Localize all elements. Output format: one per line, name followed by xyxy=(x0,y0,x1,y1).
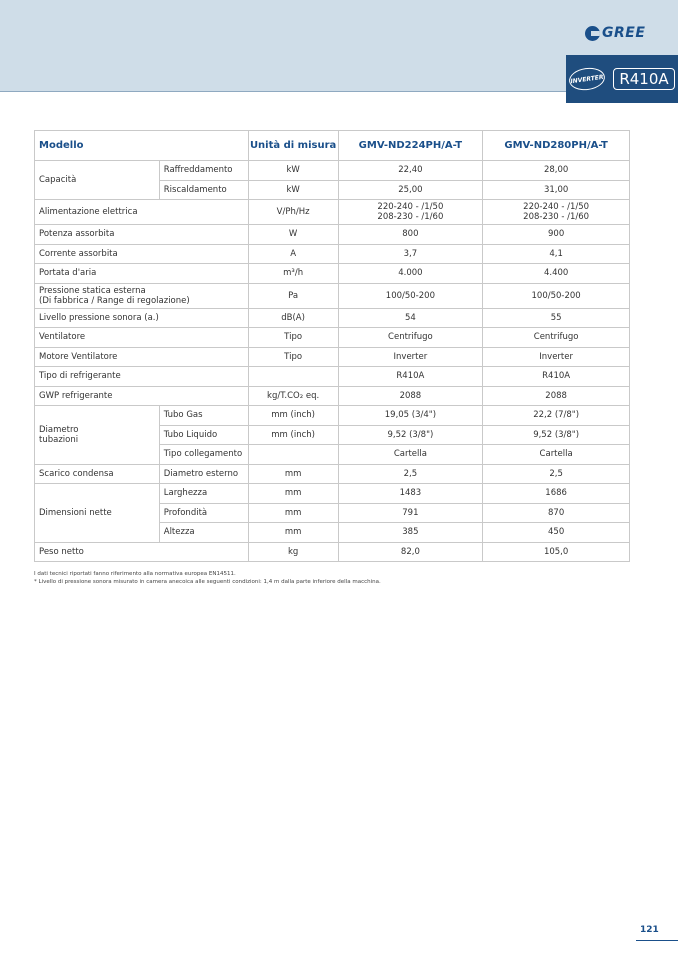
row-label: Capacità xyxy=(35,161,160,200)
row-label: GWP refrigerante xyxy=(35,386,249,406)
row-unit: dB(A) xyxy=(248,308,338,328)
label-line: tubazioni xyxy=(39,434,79,445)
row-value-1: 3,7 xyxy=(338,244,483,264)
header-model: Modello xyxy=(35,131,249,161)
row-unit: V/Ph/Hz xyxy=(248,200,338,225)
table-row xyxy=(35,386,630,406)
row-value-2: 55 xyxy=(483,308,630,328)
value-line: 220-240 - /1/50 xyxy=(377,202,444,212)
row-label xyxy=(35,283,249,308)
brand-name: GREE xyxy=(602,25,646,41)
row-value-1: 2088 xyxy=(338,386,483,406)
table-row xyxy=(35,464,630,484)
row-value-1: 1483 xyxy=(338,484,483,504)
table-row xyxy=(35,542,630,562)
header-model-1: GMV-ND224PH/A-T xyxy=(338,131,483,161)
row-unit: mm (inch) xyxy=(248,406,338,426)
row-value-1: 22,40 xyxy=(338,161,483,181)
row-value-2: 105,0 xyxy=(483,542,630,562)
label-line: Pressione statica esterna xyxy=(39,285,146,296)
spec-table xyxy=(34,130,630,562)
row-sublabel: Raffreddamento xyxy=(159,161,248,181)
header-model-2: GMV-ND280PH/A-T xyxy=(483,131,630,161)
table-row xyxy=(35,264,630,284)
row-unit: kg/T.CO₂ eq. xyxy=(248,386,338,406)
row-sublabel: Tubo Gas xyxy=(159,406,248,426)
row-unit xyxy=(248,445,338,465)
row-value-1: 9,52 (3/8") xyxy=(338,425,483,445)
row-value-2: 31,00 xyxy=(483,180,630,200)
row-value-2: Centrifugo xyxy=(483,328,630,348)
row-label: Tipo di refrigerante xyxy=(35,367,249,387)
row-unit: Tipo xyxy=(248,347,338,367)
row-value-2: Inverter xyxy=(483,347,630,367)
row-value-2 xyxy=(483,200,630,225)
row-unit: mm xyxy=(248,503,338,523)
row-label: Alimentazione elettrica xyxy=(35,200,249,225)
row-value-2: 2,5 xyxy=(483,464,630,484)
row-value-2: 28,00 xyxy=(483,161,630,181)
row-unit: W xyxy=(248,225,338,245)
row-sublabel: Larghezza xyxy=(159,484,248,504)
row-label: Peso netto xyxy=(35,542,249,562)
footnotes xyxy=(34,570,381,586)
inverter-logo-icon: INVERTER xyxy=(568,66,607,93)
row-value-1: 4.000 xyxy=(338,264,483,284)
row-label: Portata d'aria xyxy=(35,264,249,284)
row-value-1: 791 xyxy=(338,503,483,523)
row-label xyxy=(35,406,160,465)
row-label: Potenza assorbita xyxy=(35,225,249,245)
row-label: Corrente assorbita xyxy=(35,244,249,264)
row-unit: Tipo xyxy=(248,328,338,348)
row-value-2: 2088 xyxy=(483,386,630,406)
feature-badges xyxy=(566,55,678,103)
row-value-1: 82,0 xyxy=(338,542,483,562)
brand-logo xyxy=(585,25,645,41)
table-row xyxy=(35,200,630,225)
row-label: Ventilatore xyxy=(35,328,249,348)
table-row xyxy=(35,484,630,504)
refrigerant-logo-icon: R410A xyxy=(613,68,674,90)
row-label: Dimensioni nette xyxy=(35,484,160,543)
table-row xyxy=(35,347,630,367)
row-unit: kW xyxy=(248,161,338,181)
row-value-1: Centrifugo xyxy=(338,328,483,348)
label-line: (Di fabbrica / Range di regolazione) xyxy=(39,295,190,306)
row-value-1: 385 xyxy=(338,523,483,543)
page-number: 121 xyxy=(640,925,659,935)
row-value-1: 25,00 xyxy=(338,180,483,200)
value-line: 220-240 - /1/50 xyxy=(523,202,590,212)
row-unit: mm xyxy=(248,523,338,543)
row-unit: kg xyxy=(248,542,338,562)
gree-logo-icon xyxy=(585,26,600,41)
row-value-1: 2,5 xyxy=(338,464,483,484)
row-value-2: 9,52 (3/8") xyxy=(483,425,630,445)
row-sublabel: Tipo collegamento xyxy=(159,445,248,465)
row-unit: A xyxy=(248,244,338,264)
row-unit: mm xyxy=(248,464,338,484)
row-value-2: Cartella xyxy=(483,445,630,465)
footnote: * Livello di pressione sonora misurato in camera anecoica alle seguenti condizioni: 1,4 m dalla parte inferiore della macchina. xyxy=(34,579,381,585)
row-value-1 xyxy=(338,200,483,225)
header-unit: Unità di misura xyxy=(248,131,338,161)
row-value-1: Inverter xyxy=(338,347,483,367)
table-row xyxy=(35,244,630,264)
row-sublabel: Diametro esterno xyxy=(159,464,248,484)
row-sublabel: Riscaldamento xyxy=(159,180,248,200)
row-label: Motore Ventilatore xyxy=(35,347,249,367)
row-unit: kW xyxy=(248,180,338,200)
row-sublabel: Profondità xyxy=(159,503,248,523)
row-unit: mm (inch) xyxy=(248,425,338,445)
value-line: 208-230 - /1/60 xyxy=(377,212,444,222)
table-row xyxy=(35,406,630,426)
row-unit: Pa xyxy=(248,283,338,308)
row-unit: mm xyxy=(248,484,338,504)
row-value-1: 800 xyxy=(338,225,483,245)
table-row xyxy=(35,328,630,348)
row-sublabel: Tubo Liquido xyxy=(159,425,248,445)
row-value-2: 900 xyxy=(483,225,630,245)
table-header-row xyxy=(35,131,630,161)
row-value-2: 450 xyxy=(483,523,630,543)
page-number-rule xyxy=(636,940,678,941)
footnote: I dati tecnici riportati fanno riferimento alla normativa europea EN14511. xyxy=(34,571,236,577)
row-sublabel: Altezza xyxy=(159,523,248,543)
table-row xyxy=(35,367,630,387)
row-value-2: 22,2 (7/8") xyxy=(483,406,630,426)
row-value-1: 54 xyxy=(338,308,483,328)
row-value-2: 4.400 xyxy=(483,264,630,284)
row-value-1: 100/50-200 xyxy=(338,283,483,308)
row-value-1: 19,05 (3/4") xyxy=(338,406,483,426)
value-line: 208-230 - /1/60 xyxy=(523,212,590,222)
table-row xyxy=(35,161,630,181)
row-unit: m³/h xyxy=(248,264,338,284)
table-row xyxy=(35,308,630,328)
row-label: Scarico condensa xyxy=(35,464,160,484)
row-value-2: R410A xyxy=(483,367,630,387)
row-value-2: 870 xyxy=(483,503,630,523)
table-row xyxy=(35,225,630,245)
table-row xyxy=(35,283,630,308)
row-value-1: Cartella xyxy=(338,445,483,465)
row-value-2: 1686 xyxy=(483,484,630,504)
row-value-1: R410A xyxy=(338,367,483,387)
label-line: Diametro xyxy=(39,424,79,435)
row-label: Livello pressione sonora (a.) xyxy=(35,308,249,328)
row-value-2: 100/50-200 xyxy=(483,283,630,308)
row-value-2: 4,1 xyxy=(483,244,630,264)
row-unit xyxy=(248,367,338,387)
